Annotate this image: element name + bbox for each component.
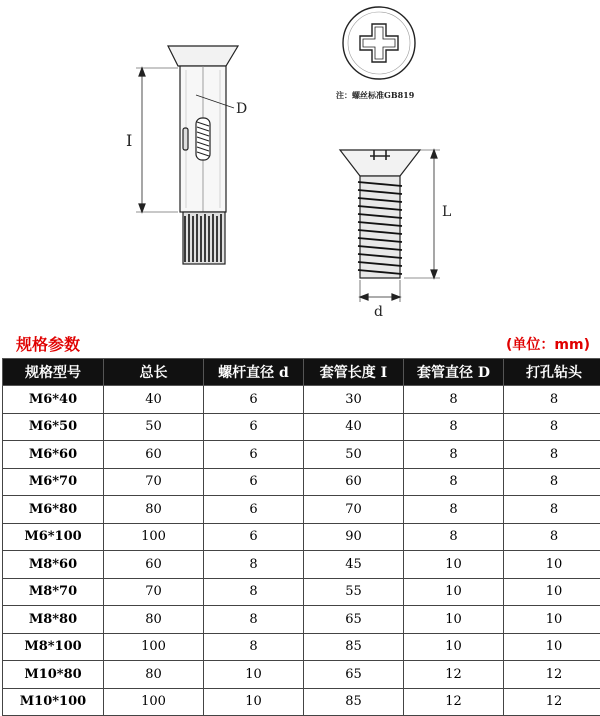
table-body <box>3 386 600 716</box>
cell-model: M10*100 <box>3 688 104 716</box>
cell-model: M10*80 <box>3 661 104 689</box>
cell-sleeve-diameter: 12 <box>404 688 504 716</box>
table-header-row <box>3 359 600 386</box>
cell-drill-bit: 8 <box>504 496 600 524</box>
table-row <box>3 633 600 661</box>
table-row <box>3 578 600 606</box>
cell-sleeve-diameter: 8 <box>404 523 504 551</box>
cell-screw-diameter: 8 <box>204 606 304 634</box>
section-title-row <box>0 332 600 356</box>
cell-drill-bit: 12 <box>504 661 600 689</box>
cell-sleeve-length: 70 <box>304 496 404 524</box>
header-total-length: 总长 <box>104 359 204 386</box>
table-row <box>3 468 600 496</box>
cell-total-length: 80 <box>104 661 204 689</box>
cell-total-length: 50 <box>104 413 204 441</box>
dimension-label-D: D <box>236 101 247 117</box>
cell-drill-bit: 8 <box>504 468 600 496</box>
cell-sleeve-diameter: 10 <box>404 606 504 634</box>
cell-drill-bit: 10 <box>504 551 600 579</box>
cell-sleeve-length: 55 <box>304 578 404 606</box>
cell-drill-bit: 10 <box>504 633 600 661</box>
cell-screw-diameter: 6 <box>204 468 304 496</box>
cell-screw-diameter: 6 <box>204 386 304 414</box>
cell-model: M6*70 <box>3 468 104 496</box>
cell-model: M6*80 <box>3 496 104 524</box>
cell-drill-bit: 8 <box>504 413 600 441</box>
cell-sleeve-diameter: 10 <box>404 551 504 579</box>
cell-sleeve-diameter: 10 <box>404 633 504 661</box>
screw-head-top-view <box>343 7 415 79</box>
cell-total-length: 100 <box>104 688 204 716</box>
table-row <box>3 661 600 689</box>
cell-total-length: 100 <box>104 633 204 661</box>
standard-note: 注：螺丝标准GB819 <box>336 90 415 100</box>
cell-drill-bit: 10 <box>504 578 600 606</box>
cell-total-length: 60 <box>104 441 204 469</box>
cell-sleeve-length: 30 <box>304 386 404 414</box>
cell-sleeve-diameter: 8 <box>404 441 504 469</box>
cell-sleeve-length: 45 <box>304 551 404 579</box>
cell-sleeve-length: 65 <box>304 661 404 689</box>
dimension-label-d: d <box>374 304 383 320</box>
cell-model: M8*80 <box>3 606 104 634</box>
cell-sleeve-length: 85 <box>304 633 404 661</box>
header-drill-bit: 打孔钻头 <box>504 359 600 386</box>
cell-total-length: 80 <box>104 606 204 634</box>
cell-total-length: 40 <box>104 386 204 414</box>
cell-sleeve-diameter: 8 <box>404 386 504 414</box>
cell-total-length: 80 <box>104 496 204 524</box>
table-row <box>3 441 600 469</box>
cell-sleeve-diameter: 12 <box>404 661 504 689</box>
cell-total-length: 60 <box>104 551 204 579</box>
table-row <box>3 496 600 524</box>
cell-model: M6*40 <box>3 386 104 414</box>
spec-table <box>2 358 600 716</box>
header-model: 规格型号 <box>3 359 104 386</box>
cell-model: M6*100 <box>3 523 104 551</box>
section-title: 规格参数 <box>16 332 80 355</box>
cell-sleeve-diameter: 8 <box>404 413 504 441</box>
cell-sleeve-length: 60 <box>304 468 404 496</box>
cell-drill-bit: 10 <box>504 606 600 634</box>
header-sleeve-diameter: 套管直径 D <box>404 359 504 386</box>
cell-model: M6*50 <box>3 413 104 441</box>
table-row <box>3 606 600 634</box>
cell-sleeve-length: 85 <box>304 688 404 716</box>
cell-sleeve-length: 90 <box>304 523 404 551</box>
cell-model: M6*60 <box>3 441 104 469</box>
cell-model: M8*70 <box>3 578 104 606</box>
header-screw-diameter: 螺杆直径 d <box>204 359 304 386</box>
cell-screw-diameter: 6 <box>204 496 304 524</box>
table-row <box>3 413 600 441</box>
cell-total-length: 100 <box>104 523 204 551</box>
table-row <box>3 523 600 551</box>
cell-model: M8*100 <box>3 633 104 661</box>
table-row <box>3 386 600 414</box>
cell-sleeve-length: 65 <box>304 606 404 634</box>
cell-screw-diameter: 6 <box>204 441 304 469</box>
cell-drill-bit: 8 <box>504 523 600 551</box>
cell-screw-diameter: 10 <box>204 688 304 716</box>
cell-screw-diameter: 6 <box>204 413 304 441</box>
dimension-label-L: L <box>442 204 451 220</box>
cell-model: M8*60 <box>3 551 104 579</box>
cell-sleeve-length: 40 <box>304 413 404 441</box>
technical-drawing <box>0 0 600 330</box>
cell-drill-bit: 8 <box>504 441 600 469</box>
dimension-label-I: I <box>126 131 132 150</box>
cell-total-length: 70 <box>104 468 204 496</box>
countersunk-screw-drawing <box>340 150 440 302</box>
cell-screw-diameter: 8 <box>204 551 304 579</box>
table-row <box>3 688 600 716</box>
cell-drill-bit: 8 <box>504 386 600 414</box>
cell-screw-diameter: 8 <box>204 633 304 661</box>
cell-total-length: 70 <box>104 578 204 606</box>
anchor-bolt-drawing <box>136 46 238 264</box>
cell-sleeve-length: 50 <box>304 441 404 469</box>
cell-screw-diameter: 6 <box>204 523 304 551</box>
cell-sleeve-diameter: 8 <box>404 468 504 496</box>
cell-screw-diameter: 8 <box>204 578 304 606</box>
cell-drill-bit: 12 <box>504 688 600 716</box>
header-sleeve-length: 套管长度 I <box>304 359 404 386</box>
cell-screw-diameter: 10 <box>204 661 304 689</box>
unit-label: (单位：mm) <box>506 334 590 354</box>
cell-sleeve-diameter: 8 <box>404 496 504 524</box>
cell-sleeve-diameter: 10 <box>404 578 504 606</box>
table-row <box>3 551 600 579</box>
